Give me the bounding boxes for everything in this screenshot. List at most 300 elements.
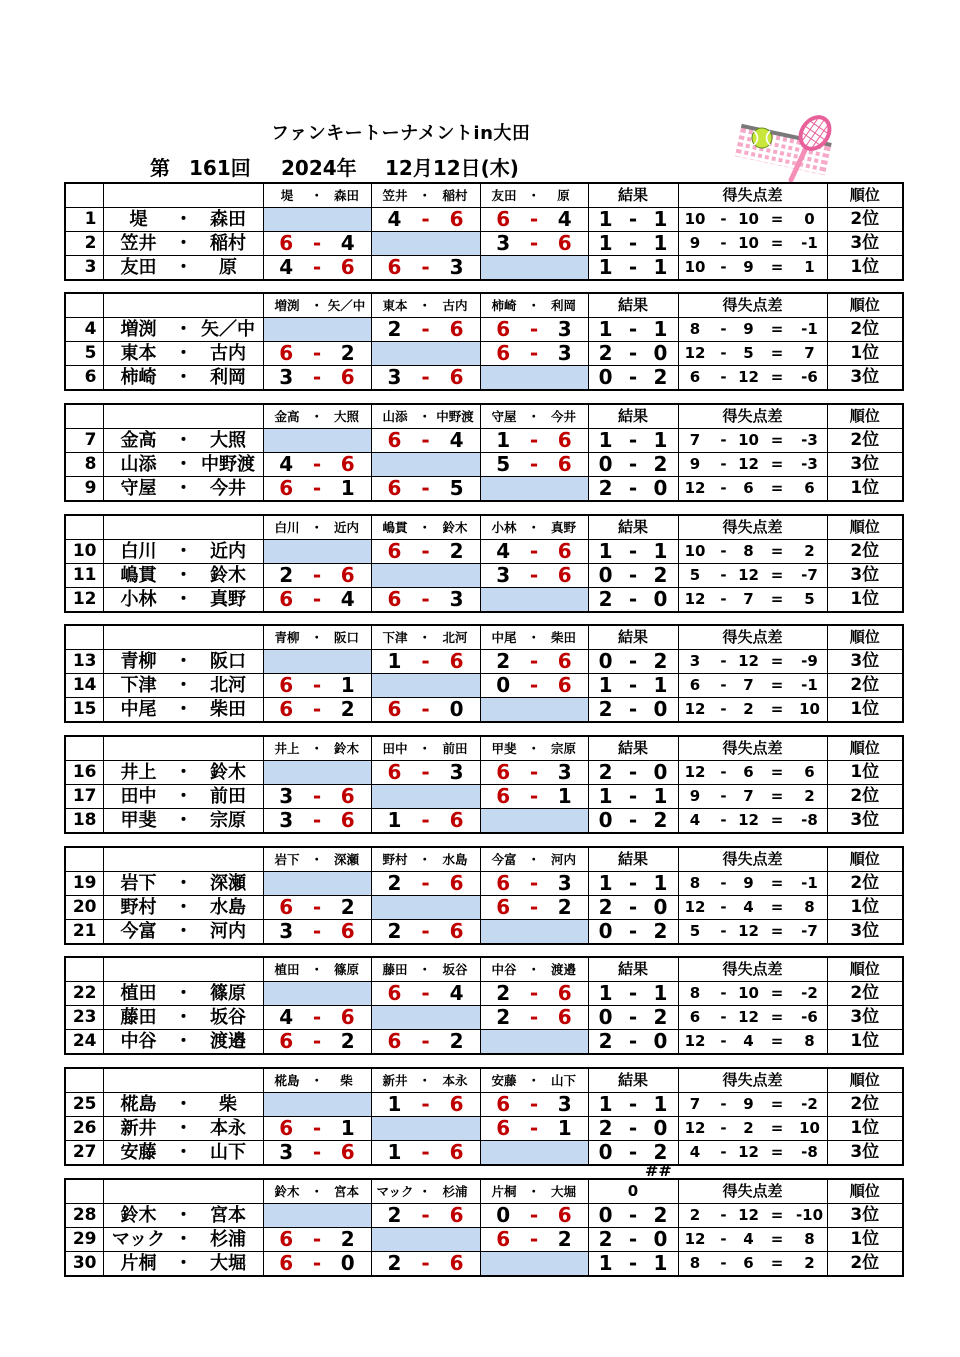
games-won: 4	[689, 811, 701, 829]
player-b-name: 稲村	[210, 232, 246, 254]
header-name-blank	[103, 957, 263, 982]
player-b-name: 近内	[210, 540, 246, 562]
games-won: 12	[684, 589, 706, 608]
game-difference	[679, 453, 827, 476]
player-b-name: 篠原	[210, 983, 246, 1005]
team-name-cell	[103, 428, 263, 452]
row-number: 12	[65, 587, 103, 612]
match-result	[589, 564, 678, 587]
row-number: 28	[65, 1203, 103, 1227]
match-score	[264, 698, 371, 721]
difference-value: -3	[801, 454, 818, 473]
match-result	[589, 674, 678, 697]
player-a-name: 東本	[120, 343, 157, 365]
match-score	[481, 785, 588, 808]
games-lost: 9	[743, 873, 754, 892]
header-result-label: 0	[588, 1179, 678, 1204]
header-player-a: 椛島	[274, 1073, 300, 1089]
result-wins: 2	[598, 1029, 613, 1054]
header-result-label: 結果	[588, 1068, 678, 1093]
player-a-name: 田中	[120, 786, 157, 807]
player-b-name: 鈴木	[210, 564, 246, 586]
games-against: 4	[557, 207, 572, 231]
player-a-name: 野村	[120, 896, 157, 918]
match-score	[372, 920, 480, 943]
score-dash: -	[312, 476, 322, 500]
name-separator: ・	[174, 1094, 193, 1116]
self-match-blank-cell	[480, 1030, 588, 1055]
group-table	[64, 1178, 904, 1277]
header-diff-label: 得失点差	[678, 625, 827, 650]
header-player-a: 中尾	[491, 630, 517, 646]
match-result	[589, 232, 678, 255]
result-cell	[588, 318, 678, 342]
result-dash: -	[628, 1203, 638, 1227]
row-number: 1	[65, 207, 103, 231]
header-separator: ・	[418, 519, 432, 535]
header-player-a: 守屋	[491, 408, 517, 424]
games-for: 6	[496, 871, 511, 895]
games-against: 6	[340, 365, 355, 390]
score-dash: -	[421, 808, 430, 832]
team-row	[65, 231, 903, 255]
game-difference-cell	[678, 1117, 827, 1141]
result-losses: 0	[653, 1116, 668, 1141]
result-losses: 1	[653, 317, 668, 342]
match-score-cell	[263, 698, 371, 723]
row-number: 17	[65, 785, 103, 809]
header-player-a: 下津	[382, 630, 408, 646]
games-against: 6	[340, 784, 355, 808]
header-separator: ・	[310, 187, 324, 203]
result-cell	[588, 809, 678, 834]
match-score-cell	[480, 761, 588, 785]
score-dash: -	[421, 871, 430, 895]
game-difference-cell	[678, 698, 827, 723]
team-row	[65, 761, 903, 785]
team-name	[104, 208, 263, 231]
team-row	[65, 1006, 903, 1030]
group-header-row	[65, 183, 903, 208]
result-losses: 1	[653, 981, 668, 1006]
team-name	[104, 761, 263, 784]
games-won: 9	[689, 233, 701, 252]
result-cell	[588, 674, 678, 698]
header-rank-label: 順位	[827, 957, 903, 982]
score-dash: -	[312, 673, 322, 698]
match-score	[481, 1117, 588, 1140]
games-for: 6	[279, 697, 294, 722]
header-player-a: 増渕	[274, 298, 300, 314]
match-score-cell	[371, 1030, 480, 1055]
header-separator: ・	[527, 962, 541, 978]
diff-dash: -	[720, 320, 727, 339]
games-against: 6	[557, 452, 572, 476]
games-against: 6	[557, 428, 572, 452]
score-dash: -	[312, 808, 322, 832]
player-a-name: 椛島	[120, 1094, 157, 1116]
team-row	[65, 674, 903, 698]
team-name	[104, 896, 263, 919]
header-player-b: 矢／中	[327, 298, 366, 314]
match-score-cell	[371, 255, 480, 280]
header-separator: ・	[418, 851, 432, 867]
difference-value: 7	[804, 344, 815, 363]
header-diff-label: 得失点差	[678, 293, 827, 318]
match-score	[481, 1093, 588, 1116]
match-score	[481, 342, 588, 365]
header-result-label: 結果	[588, 625, 678, 650]
games-against: 6	[557, 539, 572, 563]
group-header-row	[65, 515, 903, 540]
header-result-label: 結果	[588, 957, 678, 982]
games-won: 8	[689, 873, 701, 892]
result-wins: 2	[598, 341, 613, 366]
score-dash: -	[312, 697, 322, 722]
match-score	[372, 477, 480, 500]
header-number-blank	[65, 847, 103, 872]
result-wins: 1	[598, 231, 613, 255]
diff-equals: =	[770, 541, 784, 560]
games-won: 7	[689, 1095, 701, 1114]
games-won: 8	[689, 320, 701, 339]
score-dash: -	[421, 919, 430, 943]
header-separator: ・	[527, 851, 541, 867]
row-number: 9	[65, 476, 103, 501]
games-for: 6	[496, 1227, 511, 1251]
row-number: 8	[65, 452, 103, 476]
games-lost: 12	[738, 1143, 759, 1162]
self-match-blank-cell	[263, 318, 371, 342]
header-player-b: 前田	[442, 741, 468, 756]
name-separator: ・	[174, 1142, 193, 1164]
diff-equals: =	[770, 344, 784, 363]
header-player-a: 中谷	[491, 962, 517, 978]
game-difference-cell	[678, 871, 827, 895]
games-against: 1	[340, 673, 355, 698]
header-team-pair	[264, 626, 371, 649]
player-b-name: 矢／中	[201, 319, 255, 341]
header-result-label: 結果	[588, 736, 678, 761]
match-score	[264, 1117, 371, 1140]
header-opponent-label	[263, 1068, 371, 1093]
difference-value: 10	[799, 700, 820, 719]
game-difference-cell	[678, 255, 827, 280]
result-wins: 0	[598, 919, 613, 943]
match-result	[589, 318, 678, 341]
match-score	[481, 650, 588, 673]
result-wins: 1	[598, 207, 613, 231]
match-score-cell	[263, 452, 371, 476]
result-wins: 1	[598, 981, 613, 1006]
player-a-name: 小林	[120, 588, 157, 610]
result-wins: 1	[598, 255, 613, 279]
team-name	[104, 1228, 263, 1251]
player-b-name: 杉浦	[210, 1228, 246, 1250]
player-a-name: 岩下	[120, 872, 157, 894]
score-dash: -	[421, 1092, 430, 1117]
games-against: 6	[340, 452, 355, 476]
result-dash: -	[628, 539, 638, 563]
result-dash: -	[628, 428, 638, 452]
player-b-name: 宮本	[210, 1204, 246, 1226]
header-team-pair	[372, 184, 480, 207]
match-result	[589, 650, 678, 673]
diff-dash: -	[720, 454, 727, 473]
diff-dash: -	[720, 541, 727, 560]
games-lost: 7	[743, 589, 754, 608]
games-against: 2	[340, 697, 355, 722]
games-for: 6	[387, 539, 402, 563]
result-losses: 0	[653, 697, 668, 722]
header-player-b: 大照	[333, 408, 359, 424]
player-a-name: 鈴木	[120, 1204, 157, 1226]
result-dash: -	[628, 895, 638, 919]
rank-cell: 2位	[827, 1093, 903, 1117]
games-lost: 8	[743, 541, 754, 560]
score-dash: -	[529, 673, 539, 698]
diff-dash: -	[720, 984, 727, 1003]
result-wins: 0	[598, 563, 613, 587]
tournament-title: ファンキートーナメントin大田	[271, 123, 531, 144]
result-dash: -	[628, 981, 638, 1006]
player-a-name: 山添	[120, 453, 157, 475]
game-difference-cell	[678, 809, 827, 834]
row-number: 4	[65, 318, 103, 342]
header-player-b: 宗原	[550, 741, 576, 756]
difference-value: 8	[804, 1032, 815, 1051]
group-table	[64, 403, 904, 502]
header-separator: ・	[310, 962, 324, 978]
games-against: 6	[557, 1005, 572, 1030]
games-for: 6	[387, 587, 402, 611]
result-wins: 0	[598, 1203, 613, 1227]
match-score-cell	[371, 428, 480, 452]
header-opponent-label	[371, 1179, 480, 1204]
team-name-cell	[103, 1006, 263, 1030]
result-cell	[588, 366, 678, 391]
games-against: 3	[449, 587, 464, 611]
match-score	[264, 232, 371, 255]
match-score-cell	[480, 1006, 588, 1030]
name-separator: ・	[174, 1007, 193, 1029]
header-name-blank	[103, 515, 263, 540]
header-player-b: 原	[557, 187, 570, 203]
header-player-b: 真野	[550, 519, 576, 535]
difference-value: -7	[801, 565, 818, 584]
group-table	[64, 846, 904, 945]
match-score-cell	[371, 1141, 480, 1166]
team-name	[104, 477, 263, 500]
match-result	[589, 429, 678, 452]
header-name-blank	[103, 293, 263, 318]
round-prefix: 第	[150, 156, 170, 180]
header-team-pair	[264, 848, 371, 871]
result-cell	[588, 698, 678, 723]
result-wins: 2	[598, 895, 613, 919]
player-a-name: 中尾	[120, 699, 157, 721]
result-dash: -	[628, 1227, 638, 1251]
match-score	[264, 1030, 371, 1053]
header-opponent-label	[480, 847, 588, 872]
games-for: 6	[279, 476, 294, 500]
header-rank-label: 順位	[827, 293, 903, 318]
match-score	[372, 1252, 480, 1275]
header-opponent-label	[371, 183, 480, 208]
header-player-b: 宮本	[333, 1183, 359, 1199]
player-b-name: 坂谷	[210, 1007, 246, 1029]
name-separator: ・	[174, 786, 193, 807]
team-name	[104, 785, 263, 808]
games-won: 6	[689, 1008, 701, 1027]
result-cell	[588, 563, 678, 587]
team-row	[65, 1030, 903, 1055]
games-won: 6	[689, 676, 701, 695]
games-for: 6	[279, 1227, 294, 1251]
rank-cell: 2位	[827, 207, 903, 231]
player-a-name: 今富	[120, 920, 157, 942]
difference-value: -8	[801, 811, 818, 829]
games-lost: 10	[738, 209, 759, 228]
result-cell	[588, 255, 678, 280]
score-dash: -	[312, 1116, 322, 1141]
games-for: 4	[279, 1005, 294, 1030]
games-lost: 10	[738, 233, 759, 252]
result-losses: 0	[653, 1029, 668, 1054]
diff-dash: -	[720, 430, 727, 449]
match-score	[372, 872, 480, 895]
name-separator: ・	[174, 920, 193, 942]
match-result	[589, 342, 678, 365]
game-difference	[679, 920, 827, 943]
row-number: 25	[65, 1093, 103, 1117]
games-won: 7	[689, 430, 701, 449]
result-cell	[588, 476, 678, 501]
self-match-blank-cell	[480, 698, 588, 723]
team-row	[65, 698, 903, 723]
self-match-blank-cell	[480, 1251, 588, 1276]
header-opponent-label	[371, 625, 480, 650]
game-difference-cell	[678, 650, 827, 674]
rank-cell: 1位	[827, 698, 903, 723]
game-difference-cell	[678, 1006, 827, 1030]
match-score-cell	[371, 366, 480, 391]
score-dash: -	[421, 697, 430, 722]
diff-dash: -	[720, 873, 727, 892]
player-a-name: 嶋貫	[120, 564, 157, 586]
result-cell	[588, 761, 678, 785]
match-score-cell	[263, 366, 371, 391]
score-dash: -	[421, 365, 430, 390]
games-against: 6	[340, 1140, 355, 1165]
name-separator: ・	[174, 896, 193, 918]
player-b-name: 古内	[210, 343, 246, 365]
difference-value: -6	[801, 1008, 818, 1027]
game-difference	[679, 256, 827, 279]
match-score	[264, 896, 371, 919]
score-dash: -	[421, 476, 430, 500]
diff-equals: =	[770, 1119, 784, 1138]
result-dash: -	[628, 452, 638, 476]
rank-cell: 2位	[827, 785, 903, 809]
result-dash: -	[628, 1116, 638, 1141]
match-score-cell	[480, 1227, 588, 1251]
header-player-b: 森田	[333, 187, 359, 203]
group-table	[64, 956, 904, 1055]
event-date: 12月12日(木)	[385, 156, 519, 180]
games-against: 1	[340, 1116, 355, 1141]
games-won: 12	[684, 1119, 706, 1138]
games-for: 2	[387, 871, 402, 895]
games-lost: 12	[738, 921, 759, 940]
self-match-blank-cell	[371, 674, 480, 698]
games-against: 3	[557, 341, 572, 366]
team-name	[104, 1093, 263, 1116]
header-diff-label: 得失点差	[678, 404, 827, 429]
header-rank-label: 順位	[827, 515, 903, 540]
result-cell	[588, 919, 678, 944]
result-losses: 2	[653, 919, 668, 943]
rank-cell: 2位	[827, 318, 903, 342]
game-difference-cell	[678, 476, 827, 501]
result-losses: 1	[653, 231, 668, 255]
games-against: 3	[449, 760, 464, 784]
match-result	[589, 896, 678, 919]
group-header-row	[65, 957, 903, 982]
header-rank-label: 順位	[827, 183, 903, 208]
score-dash: -	[529, 317, 539, 342]
diff-equals: =	[770, 1253, 784, 1272]
games-against: 3	[557, 871, 572, 895]
games-for: 2	[387, 1251, 402, 1275]
game-difference-cell	[678, 1093, 827, 1117]
score-dash: -	[421, 760, 430, 784]
header-player-b: 近内	[333, 519, 359, 535]
team-name-cell	[103, 982, 263, 1006]
games-for: 6	[496, 784, 511, 808]
team-name	[104, 1030, 263, 1053]
match-score	[481, 896, 588, 919]
result-losses: 2	[653, 452, 668, 476]
self-match-blank-cell	[263, 871, 371, 895]
name-separator: ・	[174, 1204, 193, 1226]
games-against: 6	[340, 255, 355, 279]
match-score-cell	[480, 452, 588, 476]
difference-value: 2	[804, 541, 815, 560]
team-name-cell	[103, 919, 263, 944]
team-name-cell	[103, 587, 263, 612]
self-match-blank-cell	[371, 895, 480, 919]
tennis-ball-icon	[752, 128, 772, 148]
games-won: 10	[684, 257, 706, 276]
group-table	[64, 182, 904, 281]
match-score-cell	[263, 809, 371, 834]
diff-dash: -	[720, 700, 727, 719]
team-name-cell	[103, 1030, 263, 1055]
games-lost: 7	[743, 787, 754, 805]
games-for: 6	[496, 341, 511, 366]
difference-value: -7	[801, 921, 818, 940]
self-match-blank-cell	[263, 982, 371, 1006]
header-number-blank	[65, 293, 103, 318]
header-separator: ・	[527, 519, 541, 535]
header-separator: ・	[527, 1073, 541, 1089]
difference-value: 0	[804, 209, 815, 228]
score-dash: -	[529, 1116, 539, 1141]
team-row	[65, 1093, 903, 1117]
games-lost: 12	[738, 811, 759, 829]
match-result	[589, 1093, 678, 1116]
